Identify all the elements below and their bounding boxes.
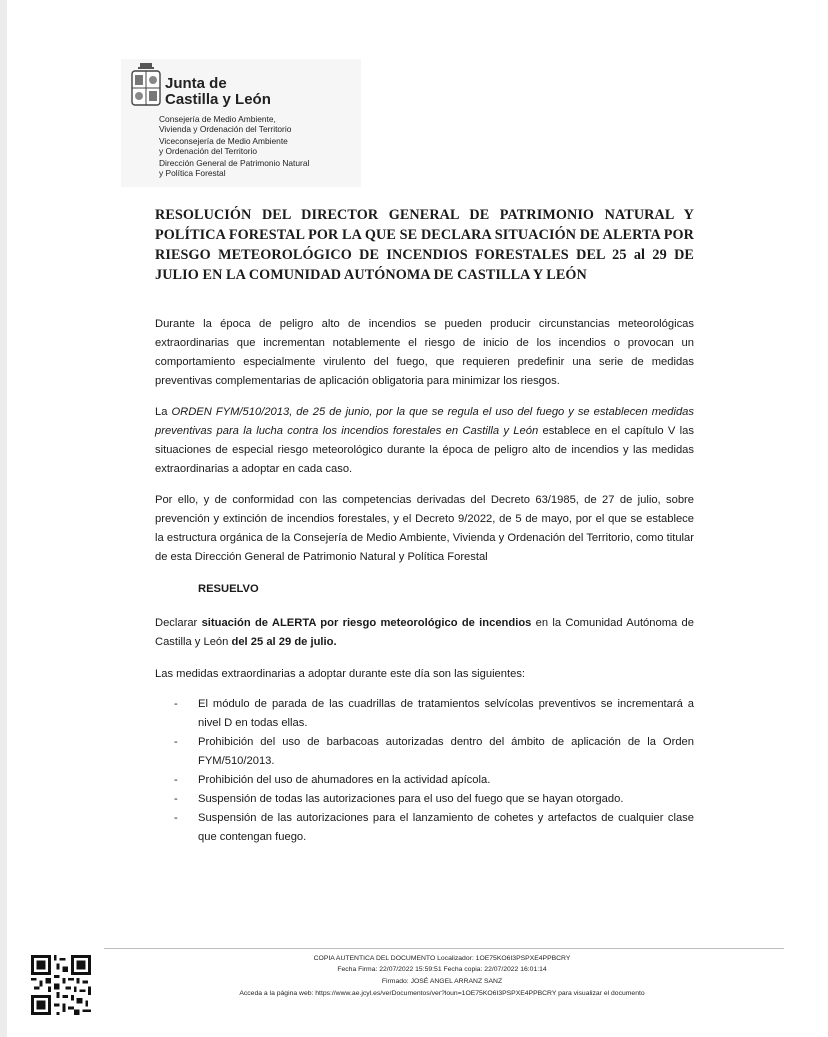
order-citation: ORDEN FYM/510/2013, de 25 de junio, por la que se regula el uso del fuego y se establecen medidas preventivas para la lucha contra los incendios forestales en Castilla y León	[155, 406, 695, 437]
coat-of-arms-icon	[131, 63, 161, 107]
qr-code-icon[interactable]	[31, 955, 91, 1015]
list-item: - Suspensión de las autorizaciones para el lanzamiento de cohetes y artefactos de cualquier clase que contengan fuego.	[174, 812, 694, 843]
institution-header	[121, 59, 361, 187]
list-item: - Suspensión de todas las autorizaciones para el uso del fuego que se hayan otorgado.	[174, 793, 624, 805]
footer-divider	[104, 948, 784, 949]
paragraph-measures-intro: Las medidas extraordinarias a adoptar durante este día son las siguientes:	[155, 668, 526, 680]
directorate-name: Dirección General de Patrimonio Natural y Política Forestal	[159, 158, 310, 178]
footer-verification-link[interactable]: Acceda a la página web: https://www.ae.jcyl.es/verDocumentos/ver?loun=1OE75KO6I3PSPXE4PPBCRY para visualizar el documento	[239, 990, 645, 997]
document-title: RESOLUCIÓN DEL DIRECTOR GENERAL DE PATRIMONIO NATURAL Y POLÍTICA FORESTAL POR LA QUE SE DECLARA SITUACIÓN DE ALERTA POR RIESGO METEOROLÓGICO DE INCENDIOS FORESTALES DEL 25 al 29 DE JULIO EN LA COMUNIDAD AUTÓNOMA DE CASTILLA Y LEÓN	[155, 207, 694, 283]
document-page	[7, 0, 828, 1037]
paragraph-order-reference: La ORDEN FYM/510/2013, de 25 de junio, por la que se regula el uso del fuego y se establecen medidas preventivas para la lucha contra los incendios forestales en Castilla y León establece en el capítulo V las situaciones de especial riesgo meteorológico durante la época de peligro alto de incendios y las medidas extraordinarias a adoptar en cada caso.	[155, 406, 695, 475]
alert-declaration: situación de ALERTA por riesgo meteorológico de incendios	[201, 617, 532, 629]
resuelvo-heading: RESUELVO	[198, 583, 259, 595]
measures-list	[174, 695, 694, 847]
alert-dates: del 25 al 29 de julio.	[231, 636, 337, 648]
footer-dates: Fecha Firma: 22/07/2022 15:59:51 Fecha copia: 22/07/2022 16:01:14	[337, 966, 547, 973]
list-item: - Prohibición del uso de barbacoas autorizadas dentro del ámbito de aplicación de la Orden FYM/510/2013.	[174, 736, 694, 767]
paragraph-competences: Por ello, y de conformidad con las competencias derivadas del Decreto 63/1985, de 27 de julio, sobre prevención y extinción de incendios forestales, y el Decreto 9/2022, de 5 de mayo, por el que se establece la estructura orgánica de la Consejería de Medio Ambiente, Vivienda y Ordenación del Territorio, como titular de esta Dirección General de Patrimonio Natural y Política Forestal	[155, 494, 694, 563]
institution-name: Junta de Castilla y León	[165, 75, 271, 108]
list-item: - Prohibición del uso de ahumadores en la actividad apícola.	[174, 774, 491, 786]
footer-copy-locator: COPIA AUTENTICA DEL DOCUMENTO Localizador: 1OE75KO6I3PSPXE4PPBCRY	[313, 955, 571, 962]
vice-department-name: Viceconsejería de Medio Ambiente y Ordenación del Territorio	[159, 136, 288, 156]
paragraph-intro: Durante la época de peligro alto de incendios se pueden producir circunstancias meteorológicas extraordinarias que incrementan notablemente el riesgo de inicio de los incendios o provocan un comportamiento especialmente virulento del fuego, que requieren predefinir una serie de medidas preventivas complementarias de aplicación obligatoria para minimizar los riesgos.	[155, 318, 694, 387]
footer-signature: Firmado: JOSÉ ANGEL ARRANZ SANZ	[381, 978, 503, 985]
department-name: Consejería de Medio Ambiente, Vivienda y Ordenación del Territorio	[159, 114, 292, 134]
list-item: - El módulo de parada de las cuadrillas de tratamientos selvícolas preventivos se incrementará a nivel D en todas ellas.	[174, 698, 694, 729]
paragraph-declaration: Declarar situación de ALERTA por riesgo meteorológico de incendios en la Comunidad Autónoma de Castilla y León del 25 al 29 de julio.	[155, 617, 694, 648]
